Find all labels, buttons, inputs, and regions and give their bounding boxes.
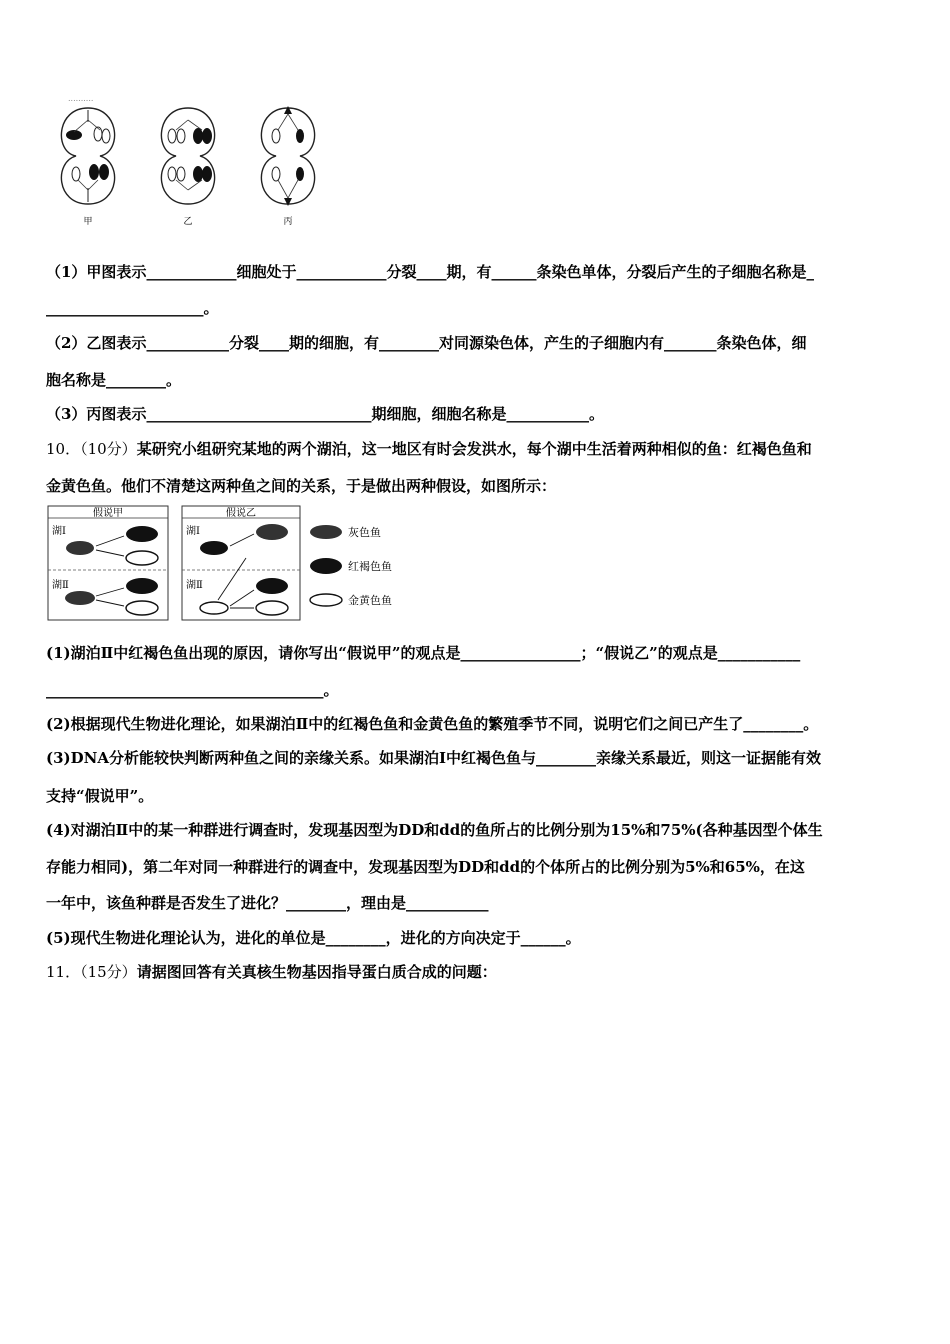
label-jia: 甲 <box>83 217 93 227</box>
q10-sub1-line2: _____________________________________。 <box>46 681 339 699</box>
cell-bing <box>261 106 314 206</box>
legend-redbrown: 红褐色鱼 <box>348 560 392 573</box>
legend-grey-fish <box>310 525 342 539</box>
q9-part2-line1: （2）乙图表示___________分裂____期的细胞，有________对同源染色体，产生的子细胞内有_______条染色体，细 <box>46 334 807 352</box>
q10-sub3-line1: (3)DNA分析能较快判断两种鱼之间的亲缘关系。如果湖泊Ⅰ中红褐色鱼与________亲缘关系最近，则这一证据能有效 <box>46 749 822 767</box>
q10-stem-text1: 某研究小组研究某地的两个湖泊，这一地区有时会发洪水，每个湖中生活着两种相似的鱼：红褐色鱼和 <box>136 440 812 458</box>
q9-part1-line1: （1）甲图表示____________细胞处于____________分裂____期，有______条染色单体，分裂后产生的子细胞名称是_ <box>46 263 814 281</box>
fish-hypothesis-diagram <box>46 504 426 624</box>
cell-division-diagram <box>48 92 338 232</box>
q10-number: 10．（10分） <box>46 440 137 458</box>
label-yi: 乙 <box>183 217 193 227</box>
q9-part2-line2: 胞名称是________。 <box>46 371 182 389</box>
hyp-b-lake1: 湖Ⅰ <box>186 526 200 537</box>
label-bing: 丙 <box>283 217 293 227</box>
q10-sub3-line2: 支持“假说甲”。 <box>46 787 154 805</box>
legend-redbrown-fish <box>310 558 342 574</box>
fish-hypothesis-figure <box>46 504 426 624</box>
legend-grey: 灰色鱼 <box>348 526 381 539</box>
hyp-b-lake2: 湖Ⅱ <box>186 580 203 591</box>
q10-sub4-line3: 一年中，该鱼种群是否发生了进化？________，理由是___________ <box>46 894 489 912</box>
hyp-a-lake1: 湖Ⅰ <box>52 526 66 537</box>
hyp-a-title: 假说甲 <box>93 508 123 519</box>
cell-yi <box>161 108 214 204</box>
figure-dots: .......... <box>68 94 94 103</box>
q9-part3: （3）丙图表示______________________________期细胞，细胞名称是___________。 <box>46 405 604 423</box>
q10-sub2: (2)根据现代生物进化理论，如果湖泊Ⅱ中的红褐色鱼和金黄色鱼的繁殖季节不同，说明它们之间已产生了________。 <box>46 715 819 733</box>
legend-golden-fish <box>310 594 342 606</box>
q10-sub4-line1: (4)对湖泊Ⅱ中的某一种群进行调查时，发现基因型为DD和dd的鱼所占的比例分别为15%和75%(各种基因型个体生 <box>46 821 823 839</box>
q11-stem <box>46 962 906 982</box>
cell-jia <box>61 108 114 204</box>
hyp-a-lake2: 湖Ⅱ <box>52 580 69 591</box>
q10-stem-line2: 金黄色鱼。他们不清楚这两种鱼之间的关系，于是做出两种假设，如图所示： <box>46 477 557 495</box>
q10-sub5: (5)现代生物进化理论认为，进化的单位是________，进化的方向决定于______。 <box>46 929 581 947</box>
cell-division-figure <box>48 92 338 232</box>
q10-sub4-line2: 存能力相同)，第二年对同一种群进行的调查中，发现基因型为DD和dd的个体所占的比例分别为5%和65%，在这 <box>46 858 805 876</box>
q10-stem-line1 <box>46 439 906 459</box>
q11-stem-text: 请据图回答有关真核生物基因指导蛋白质合成的问题： <box>136 963 497 981</box>
q9-part1-line2: _____________________。 <box>46 299 219 317</box>
hyp-b-title: 假说乙 <box>226 508 256 519</box>
q10-sub1-line1: (1)湖泊Ⅱ中红褐色鱼出现的原因，请你写出“假说甲”的观点是________________；“假说乙”的观点是___________ <box>46 644 801 662</box>
legend-golden: 金黄色鱼 <box>348 594 392 607</box>
q11-number: 11．（15分） <box>46 963 137 981</box>
